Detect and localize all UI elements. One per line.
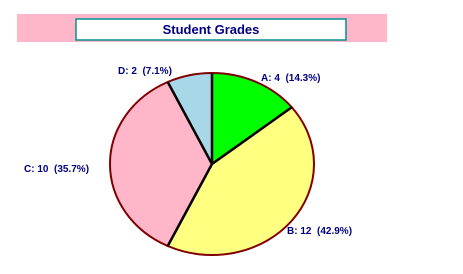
slice-label-c: C: 10 (35.7%)	[24, 164, 90, 175]
chart-title: Student Grades	[162, 22, 260, 37]
slice-label-a: A: 4 (14.3%)	[261, 73, 321, 84]
slice-label-d: D: 2 (7.1%)	[118, 66, 172, 77]
slice-label-b: B: 12 (42.9%)	[287, 226, 353, 237]
title-area	[17, 14, 387, 42]
